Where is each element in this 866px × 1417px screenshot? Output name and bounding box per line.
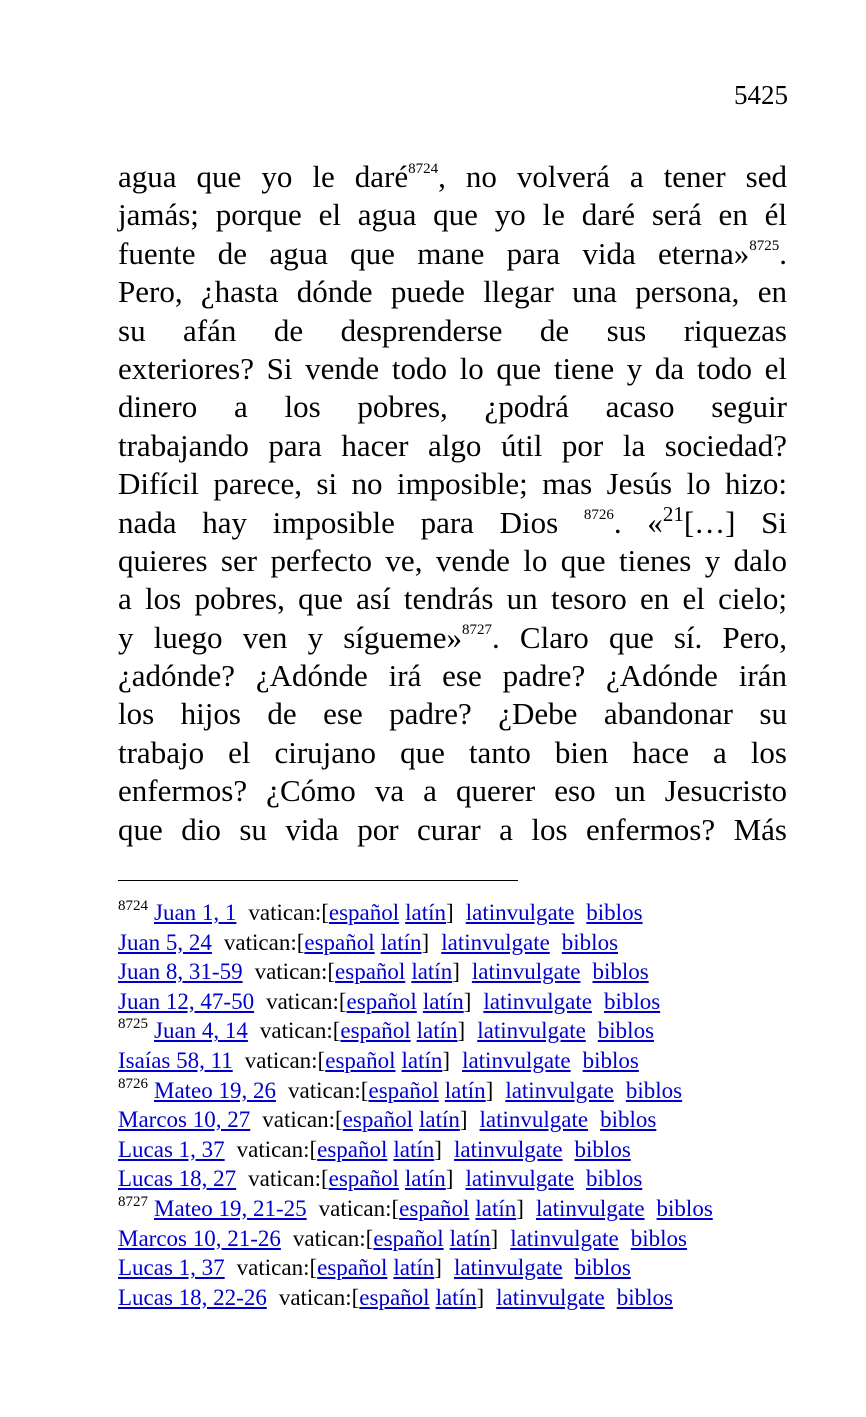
body-text-segment: jamás; porque el agua que yo le daré será en él <box>118 197 787 233</box>
vatican-spanish-link[interactable]: español <box>340 1018 411 1044</box>
bracket-close: ] <box>459 1107 468 1133</box>
biblos-link[interactable]: biblos <box>592 959 649 985</box>
bracket-close: ] <box>446 900 454 925</box>
scripture-reference-link[interactable]: Mateo 19, 21-25 <box>154 1195 307 1221</box>
footnote-marker: 8726 <box>583 506 614 523</box>
footnote-line <box>118 1194 838 1224</box>
vatican-spanish-link[interactable]: español <box>328 1166 399 1192</box>
bracket-close: ] <box>476 1284 485 1310</box>
latinvulgate-link[interactable]: latinvulgate <box>465 900 575 925</box>
scripture-reference-link[interactable]: Mateo 19, 26 <box>154 1077 277 1103</box>
vatican-latin-link[interactable]: latín <box>444 1077 486 1103</box>
bracket-close: ] <box>485 1077 494 1103</box>
body-line <box>118 196 787 234</box>
footnote-line <box>118 1076 838 1106</box>
footnote-number: 8724 <box>118 898 148 914</box>
body-line <box>118 657 787 695</box>
bracket-close: ] <box>516 1195 524 1221</box>
vatican-spanish-link[interactable]: español <box>304 929 375 955</box>
footnote-marker: 8725 <box>749 237 780 254</box>
body-text-segment: quieres ser perfecto ve, vende lo que tienes y dalo <box>118 542 787 578</box>
footnote-line <box>118 1164 838 1194</box>
scripture-reference-link[interactable]: Marcos 10, 27 <box>118 1107 251 1133</box>
vatican-latin-link[interactable]: latín <box>422 988 464 1014</box>
vatican-latin-link[interactable]: latín <box>411 959 453 985</box>
body-line <box>118 427 787 465</box>
body-text-segment: Difícil parece, si no imposible; mas Jesús lo hizo: <box>118 466 787 502</box>
bracket-close: ] <box>463 988 472 1014</box>
latinvulgate-link[interactable]: latinvulgate <box>453 1255 563 1281</box>
body-line <box>118 388 787 426</box>
vatican-latin-link[interactable]: latín <box>404 1166 446 1192</box>
bracket-close: ] <box>445 1166 454 1192</box>
vatican-latin-link[interactable]: latín <box>393 1136 435 1162</box>
footnote-line <box>118 957 838 987</box>
body-text-segment: . <box>779 235 787 271</box>
scripture-reference-link[interactable]: Marcos 10, 21-26 <box>118 1225 281 1251</box>
body-line <box>118 465 787 503</box>
vatican-spanish-link[interactable]: español <box>335 959 406 985</box>
body-text-segment: y luego ven y sígueme» <box>118 619 463 655</box>
footnote-marker: 8724 <box>408 161 439 177</box>
body-text-segment: su afán de desprenderse de sus riquezas <box>118 312 787 348</box>
vatican-label: vatican:[ <box>259 1018 341 1044</box>
vatican-spanish-link[interactable]: español <box>368 1077 439 1103</box>
biblos-link[interactable]: biblos <box>574 1136 631 1162</box>
vatican-label: vatican:[ <box>248 1166 329 1192</box>
body-text-segment: los hijos de ese padre? ¿Debe abandonar su <box>118 696 787 732</box>
vatican-latin-link[interactable]: latín <box>449 1225 491 1251</box>
footnote-line <box>118 1253 838 1283</box>
latinvulgate-link[interactable]: latinvulgate <box>453 1136 563 1162</box>
footnote-number: 8726 <box>118 1075 148 1092</box>
footnote-line <box>118 898 838 928</box>
body-line <box>118 542 787 580</box>
footnote-divider <box>118 880 518 881</box>
biblos-link[interactable]: biblos <box>625 1077 683 1103</box>
biblos-link[interactable]: biblos <box>586 1166 643 1192</box>
scripture-reference-link[interactable]: Juan 5, 24 <box>118 929 212 955</box>
bracket-close: ] <box>434 1136 442 1162</box>
vatican-spanish-link[interactable]: español <box>317 1136 388 1162</box>
scripture-reference-link[interactable]: Isaías 58, 11 <box>118 1047 233 1073</box>
body-text <box>118 158 787 849</box>
vatican-label: vatican:[ <box>318 1195 400 1221</box>
scripture-reference-link[interactable]: Juan 12, 47-50 <box>118 988 255 1014</box>
footnote-line <box>118 1046 838 1076</box>
biblos-link[interactable]: biblos <box>616 1284 673 1310</box>
body-text-segment: enfermos? ¿Cómo va a querer eso un Jesucristo <box>118 773 787 809</box>
footnote-number: 8725 <box>118 1016 148 1033</box>
body-line <box>118 695 787 733</box>
footnote-line <box>118 1135 838 1165</box>
body-line <box>118 501 787 542</box>
body-text-segment: agua que yo le daré <box>118 159 409 194</box>
vatican-spanish-link[interactable]: español <box>317 1255 388 1281</box>
body-text-segment: Pero, ¿hasta dónde puede llegar una persona, en <box>118 274 787 310</box>
footnote-line <box>118 987 838 1017</box>
vatican-label: vatican:[ <box>278 1284 360 1310</box>
latinvulgate-link[interactable]: latinvulgate <box>462 1047 571 1073</box>
vatican-latin-link[interactable]: latín <box>435 1284 477 1310</box>
body-text-segment: nada hay imposible para Dios <box>118 504 584 540</box>
vatican-latin-link[interactable]: latín <box>475 1195 517 1221</box>
latinvulgate-link[interactable]: latinvulgate <box>496 1284 605 1310</box>
body-text-segment: fuente de agua que mane para vida eterna» <box>118 235 750 271</box>
body-text-segment: . Claro que sí. Pero, <box>492 619 787 655</box>
latinvulgate-link[interactable]: latinvulgate <box>505 1077 614 1103</box>
body-text-segment: a los pobres, que así tendrás un tesoro en el cielo; <box>118 581 787 617</box>
biblos-link[interactable]: biblos <box>603 988 661 1014</box>
body-line <box>118 811 787 849</box>
bracket-close: ] <box>434 1255 442 1281</box>
footnote-line <box>118 1283 838 1313</box>
scripture-reference-link[interactable]: Juan 8, 31-59 <box>118 959 243 985</box>
vatican-spanish-link[interactable]: español <box>325 1047 396 1073</box>
footnotes <box>118 898 838 1312</box>
latinvulgate-link[interactable]: latinvulgate <box>535 1195 645 1221</box>
vatican-label: vatican:[ <box>288 1077 369 1103</box>
vatican-spanish-link[interactable]: español <box>359 1284 430 1310</box>
vatican-spanish-link[interactable]: español <box>342 1107 413 1133</box>
biblos-link[interactable]: biblos <box>582 1047 639 1073</box>
footnote-line <box>118 1105 838 1135</box>
vatican-spanish-link[interactable]: español <box>373 1225 444 1251</box>
biblos-link[interactable]: biblos <box>600 1107 657 1133</box>
vatican-label: vatican:[ <box>292 1225 374 1251</box>
body-text-segment: ¿adónde? ¿Adónde irá ese padre? ¿Adónde irán <box>118 658 787 694</box>
body-line <box>118 235 787 273</box>
latinvulgate-link[interactable]: latinvulgate <box>477 1018 586 1044</box>
latinvulgate-link[interactable]: latinvulgate <box>510 1225 619 1251</box>
body-text-segment: . « <box>613 504 663 540</box>
vatican-label: vatican:[ <box>262 1107 343 1133</box>
vatican-label: vatican:[ <box>236 1255 318 1281</box>
vatican-latin-link[interactable]: latín <box>380 929 422 955</box>
biblos-link[interactable]: biblos <box>561 929 619 955</box>
biblos-link[interactable]: biblos <box>597 1018 655 1044</box>
vatican-latin-link[interactable]: latín <box>405 900 447 925</box>
footnote-line <box>118 1016 838 1046</box>
body-text-segment: trabajo el cirujano que tanto bien hace a los <box>118 734 787 770</box>
scripture-reference-link[interactable]: Lucas 18, 27 <box>118 1166 237 1192</box>
footnote-line <box>118 928 838 958</box>
body-line <box>118 273 787 311</box>
scripture-reference-link[interactable]: Lucas 18, 22-26 <box>118 1284 267 1310</box>
body-text-segment: dinero a los pobres, ¿podrá acaso seguir <box>118 389 787 425</box>
vatican-label: vatican:[ <box>244 1047 326 1073</box>
vatican-label: vatican:[ <box>254 959 336 985</box>
footnote-line <box>118 1224 838 1254</box>
vatican-latin-link[interactable]: latín <box>401 1047 443 1073</box>
body-line <box>118 734 787 772</box>
bracket-close: ] <box>452 959 460 985</box>
vatican-label: vatican:[ <box>223 929 305 955</box>
body-line <box>118 580 787 618</box>
body-line <box>118 772 787 810</box>
latinvulgate-link[interactable]: latinvulgate <box>471 959 581 985</box>
latinvulgate-link[interactable]: latinvulgate <box>483 988 592 1014</box>
body-line <box>118 158 787 196</box>
body-text-segment: trabajando para hacer algo útil por la sociedad? <box>118 427 787 463</box>
scripture-reference-link[interactable]: Juan 1, 1 <box>154 900 237 925</box>
bracket-close: ] <box>490 1225 499 1251</box>
vatican-latin-link[interactable]: latín <box>416 1018 458 1044</box>
bracket-close: ] <box>421 929 430 955</box>
biblos-link[interactable]: biblos <box>656 1195 713 1221</box>
latinvulgate-link[interactable]: latinvulgate <box>479 1107 589 1133</box>
bracket-close: ] <box>442 1047 451 1073</box>
vatican-latin-link[interactable]: latín <box>418 1107 460 1133</box>
biblos-link[interactable]: biblos <box>586 900 643 925</box>
body-text-segment: exteriores? Si vende todo lo que tiene y da todo el <box>118 350 787 386</box>
verse-number: 21 <box>662 501 684 526</box>
body-text-segment: […] Si <box>683 504 787 540</box>
vatican-spanish-link[interactable]: español <box>328 900 400 925</box>
bracket-close: ] <box>457 1018 466 1044</box>
biblos-link[interactable]: biblos <box>574 1255 631 1281</box>
scripture-reference-link[interactable]: Juan 4, 14 <box>154 1018 248 1044</box>
biblos-link[interactable]: biblos <box>630 1225 687 1251</box>
vatican-spanish-link[interactable]: español <box>399 1195 470 1221</box>
body-line <box>118 619 787 657</box>
footnote-number: 8727 <box>118 1193 148 1210</box>
body-text-segment: , no volverá a tener sed <box>438 159 787 194</box>
latinvulgate-link[interactable]: latinvulgate <box>441 929 550 955</box>
footnote-marker: 8727 <box>462 621 493 638</box>
scripture-reference-link[interactable]: Lucas 1, 37 <box>118 1136 225 1162</box>
vatican-latin-link[interactable]: latín <box>393 1255 435 1281</box>
body-line <box>118 312 787 350</box>
scripture-reference-link[interactable]: Lucas 1, 37 <box>118 1255 225 1281</box>
vatican-label: vatican:[ <box>248 900 329 925</box>
body-line <box>118 350 787 388</box>
latinvulgate-link[interactable]: latinvulgate <box>465 1166 575 1192</box>
body-text-segment: que dio su vida por curar a los enfermos? Más <box>118 811 787 847</box>
vatican-spanish-link[interactable]: español <box>346 988 417 1014</box>
vatican-label: vatican:[ <box>266 988 347 1014</box>
vatican-label: vatican:[ <box>236 1136 318 1162</box>
page-number: 5425 <box>734 80 788 110</box>
